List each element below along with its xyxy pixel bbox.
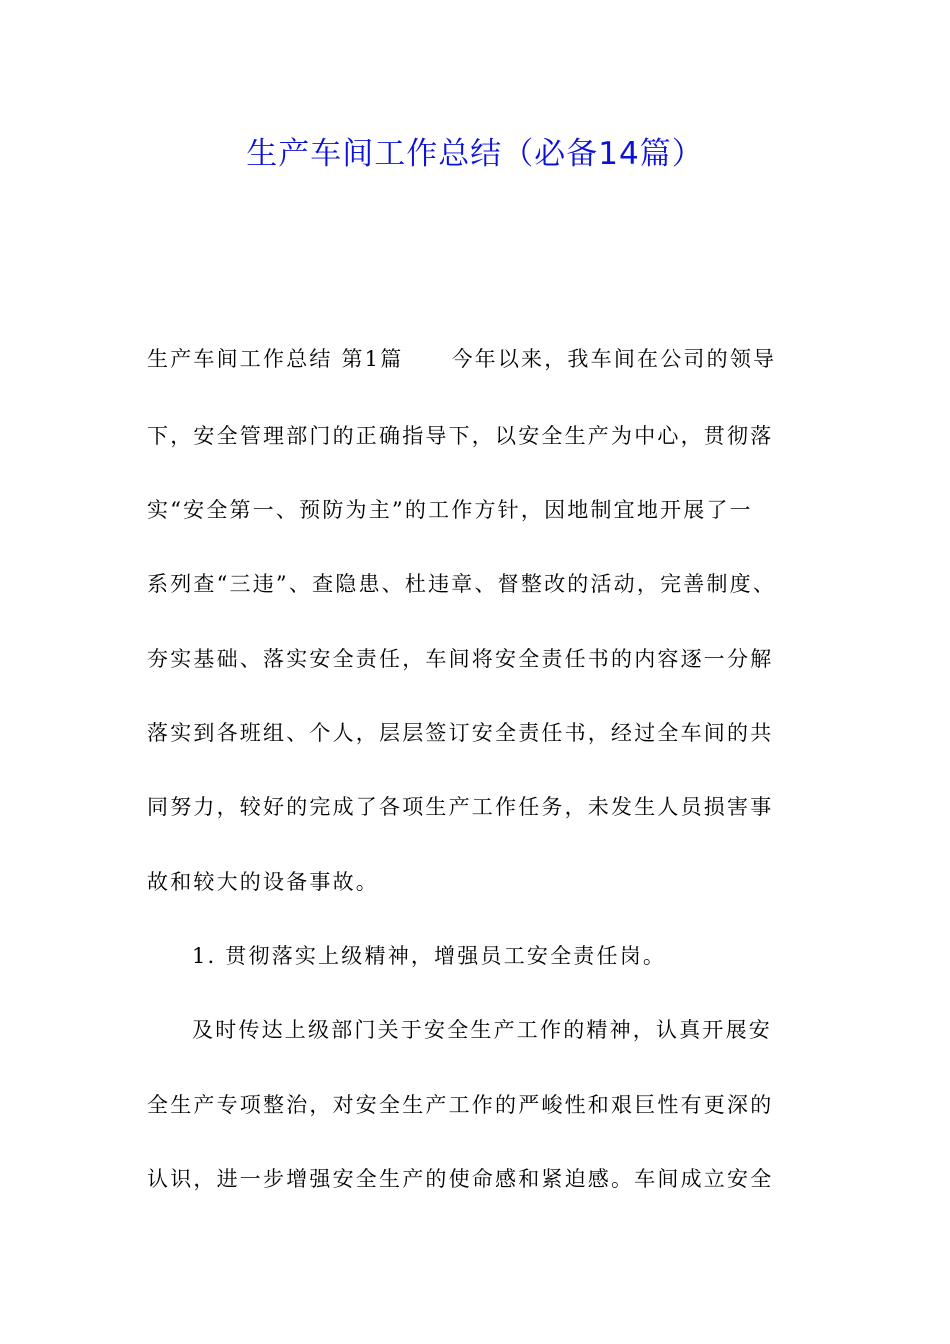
paragraph1-line-8: 故和较大的设备事故。 — [147, 870, 379, 894]
paragraph1-line-1 — [147, 344, 776, 374]
paragraph1-line-2: 下，安全管理部门的正确指导下，以安全生产为中心，贯彻落 — [147, 424, 774, 448]
paragraph1-line-3: 实“安全第一、预防为主”的工作方针，因地制宜地开展了一 — [147, 498, 753, 522]
document-title: 生产车间工作总结（必备14篇） — [246, 136, 704, 172]
paragraph2-line-1: 及时传达上级部门关于安全生产工作的精神，认真开展安 — [192, 1018, 772, 1042]
point1-heading: 1. 贯彻落实上级精神，增强员工安全责任岗。 — [192, 944, 667, 968]
paragraph2-line-2: 全生产专项整治，对安全生产工作的严峻性和艰巨性有更深的 — [147, 1093, 774, 1117]
paragraph1-line-5: 夯实基础、落实安全责任，车间将安全责任书的内容逐一分解 — [147, 647, 774, 671]
paragraph1-line-7: 同努力，较好的完成了各项生产工作任务，未发生人员损害事 — [147, 795, 774, 819]
section-heading: 生产车间工作总结 第1篇 — [147, 347, 404, 371]
paragraph1-line-4: 系列查“三违”、查隐患、杜违章、督整改的活动，完善制度、 — [147, 572, 777, 596]
paragraph1-text-1: 今年以来，我车间在公司的领导 — [451, 347, 777, 371]
paragraph2-line-3: 认识，进一步增强安全生产的使命感和紧迫感。车间成立安全 — [147, 1167, 774, 1191]
paragraph1-line-6: 落实到各班组、个人，层层签订安全责任书，经过全车间的共 — [147, 721, 774, 745]
